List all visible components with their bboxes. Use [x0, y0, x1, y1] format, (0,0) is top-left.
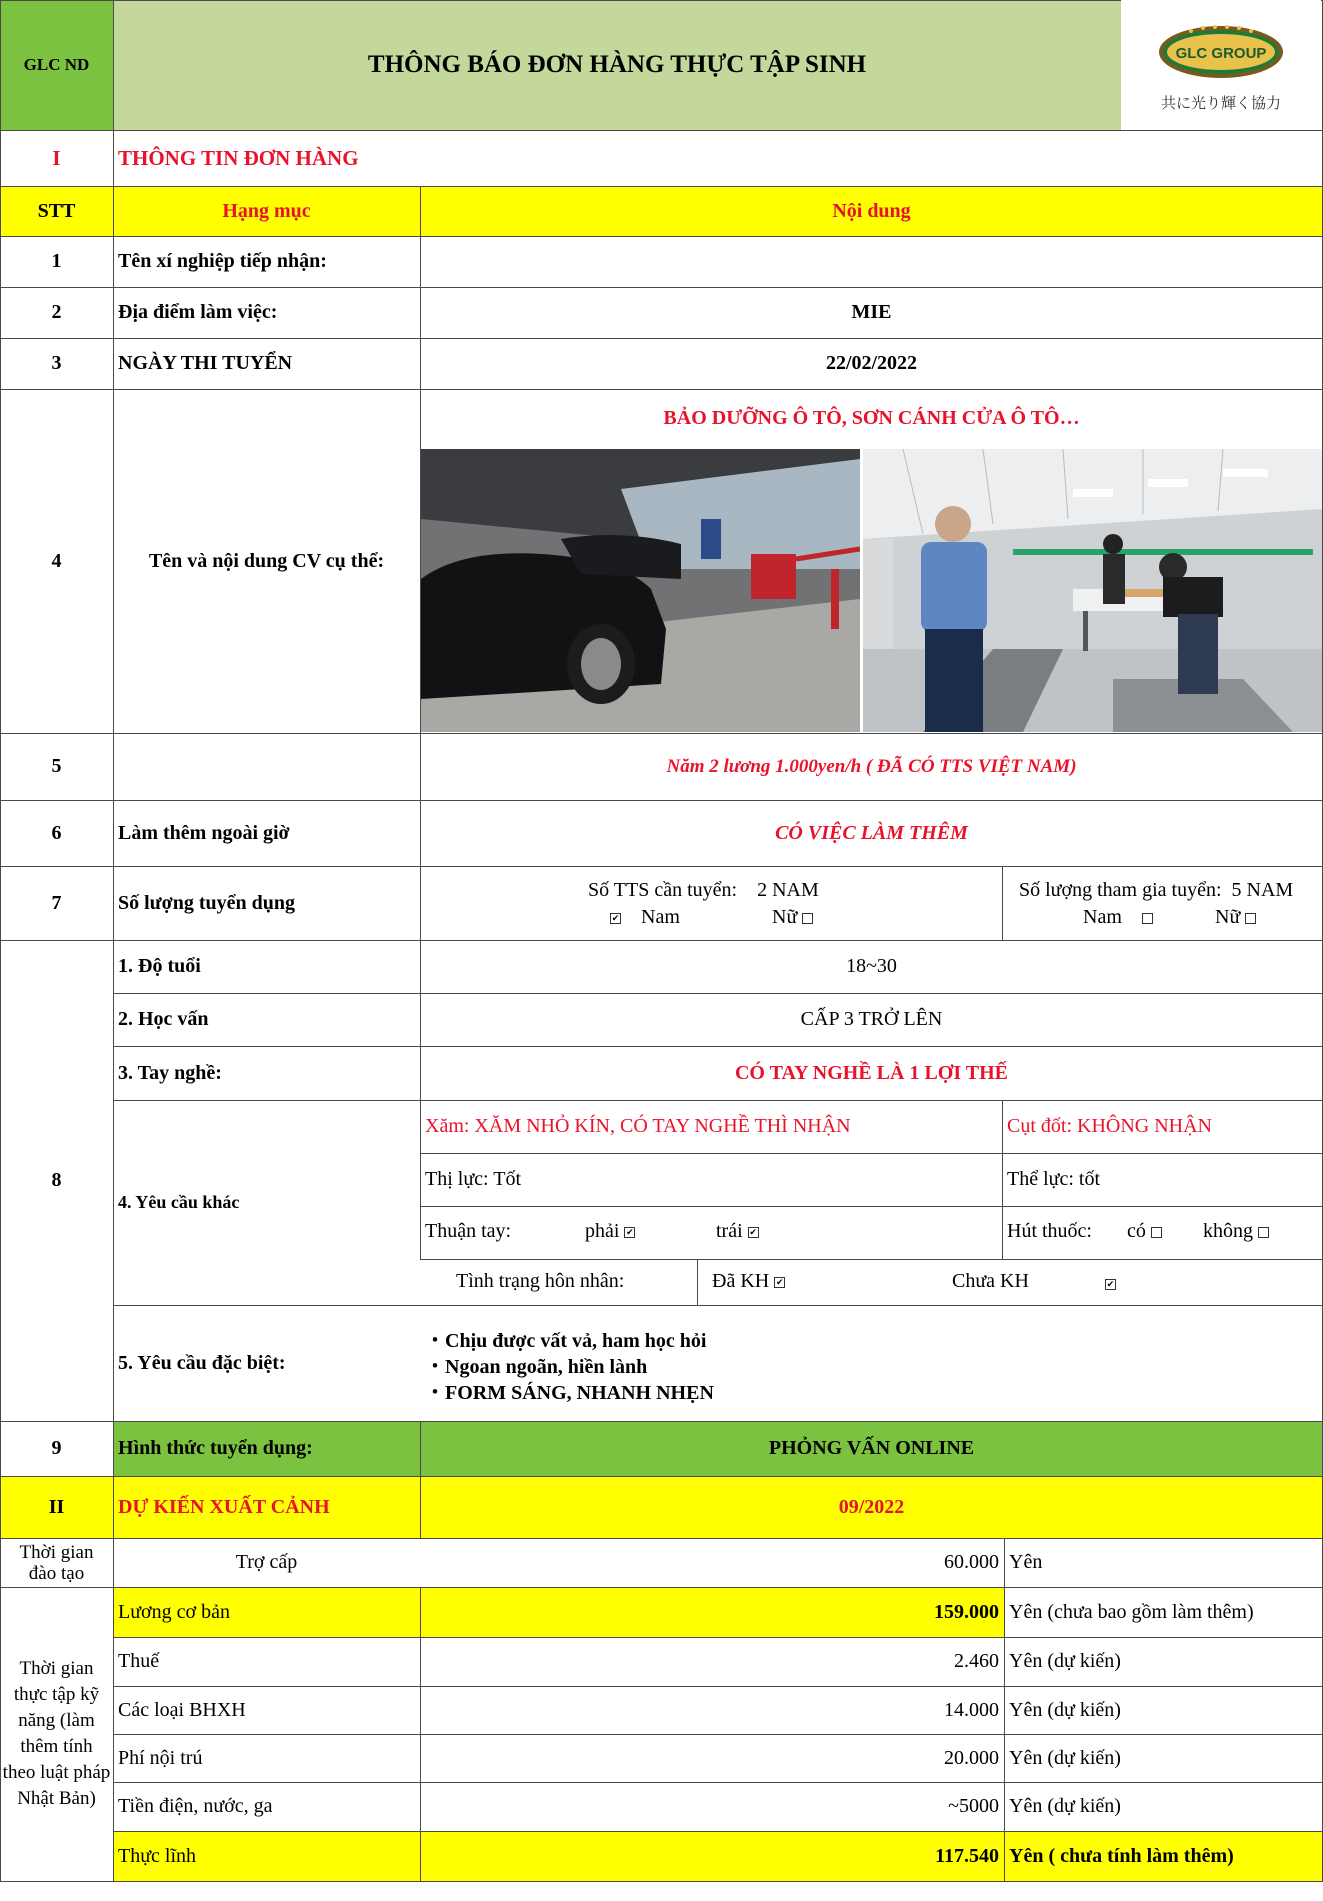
need-female-label: Nữ — [772, 906, 798, 928]
work-location: MIE — [851, 301, 892, 323]
row4-label: Tên và nội dung CV cụ thể: — [148, 549, 385, 572]
net-salary-value: 117.540 — [935, 1844, 999, 1867]
need-value: 2 NAM — [757, 879, 819, 901]
required-count-cell — [420, 866, 1002, 940]
vision-req: Thị lực: Tốt — [425, 1168, 522, 1190]
row1-label: Tên xí nghiệp tiếp nhận: — [118, 250, 327, 272]
order-code: GLC ND — [23, 55, 90, 74]
paint-booth-photo — [863, 449, 1322, 732]
section1-title: THÔNG TIN ĐƠN HÀNG — [118, 145, 359, 170]
overtime-value: CÓ VIỆC LÀM THÊM — [775, 821, 968, 844]
hand-left-label: trái — [716, 1220, 743, 1242]
special-req-list — [420, 1305, 1323, 1421]
row2-label: Địa điểm làm việc: — [118, 301, 278, 323]
join-female-label: Nữ — [1215, 906, 1241, 928]
garage-photo — [421, 449, 860, 732]
join-male-checkbox[interactable] — [1142, 913, 1153, 924]
row1-value — [420, 236, 1323, 287]
smoke-no-label: không — [1203, 1220, 1253, 1242]
special-item: ・FORM SÁNG, NHANH NHẸN — [425, 1382, 714, 1404]
row7-stt: 7 — [51, 891, 62, 914]
salary-row-unit: Yên (chưa bao gồm làm thêm) — [1009, 1600, 1254, 1623]
salary-row-label: Phí nội trú — [118, 1746, 203, 1769]
join-female-checkbox[interactable] — [1245, 913, 1256, 924]
special-req-label: 5. Yêu cầu đặc biệt: — [118, 1351, 286, 1374]
salary-row-unit: Yên (dự kiến) — [1009, 1746, 1121, 1769]
row9-label: Hình thức tuyển dụng: — [118, 1437, 313, 1459]
fitness-req: Thể lực: tốt — [1007, 1168, 1101, 1190]
row5-stt: 5 — [51, 755, 62, 777]
practice-period-label: Thời gian thực tập kỹ năng (làm thêm tính theo luật pháp Nhật Bản) — [2, 1658, 111, 1809]
departure-date: 09/2022 — [838, 1495, 905, 1518]
row1-stt: 1 — [51, 250, 62, 272]
salary-note: Năm 2 lương 1.000yen/h ( ĐÃ CÓ TTS VIỆT NAM) — [666, 755, 1077, 777]
single-checkbox[interactable] — [1105, 1279, 1116, 1290]
hand-label: Thuận tay: — [425, 1220, 512, 1242]
exam-date: 22/02/2022 — [825, 352, 918, 374]
need-female-checkbox[interactable] — [802, 913, 813, 924]
section2-title: DỰ KIẾN XUẤT CẢNH — [118, 1495, 330, 1518]
need-male-label: Nam — [641, 906, 680, 928]
handedness-cell — [420, 1206, 1002, 1259]
marital-options-cell — [697, 1259, 1323, 1305]
married-checkbox[interactable] — [774, 1277, 785, 1288]
join-label: Số lượng tham gia tuyển: — [1019, 879, 1222, 901]
company-logo — [1121, 0, 1321, 130]
net-salary-unit: Yên ( chưa tính làm thêm) — [1009, 1844, 1234, 1867]
allowance-value: 60.000 — [944, 1551, 999, 1573]
salary-row-value: 14.000 — [944, 1698, 999, 1721]
row8-stt: 8 — [51, 1169, 62, 1191]
hand-left-checkbox[interactable] — [748, 1227, 759, 1238]
row7-label: Số lượng tuyển dụng — [118, 891, 296, 914]
allowance-label: Trợ cấp — [235, 1551, 298, 1573]
row2-stt: 2 — [51, 301, 62, 323]
logo-tagline: 共に光り輝く協力 — [1160, 94, 1282, 112]
age-value: 18~30 — [846, 955, 897, 977]
need-label: Số TTS cần tuyển: — [588, 879, 738, 901]
married-label: Đã KH — [712, 1270, 770, 1292]
salary-row-label: Thuế — [118, 1650, 160, 1672]
skill-label: 3. Tay nghề: — [118, 1061, 222, 1084]
education-value: CẤP 3 TRỞ LÊN — [800, 1008, 943, 1030]
section2-number: II — [48, 1495, 65, 1518]
salary-row-value: 159.000 — [934, 1600, 999, 1623]
col-content: Nội dung — [832, 199, 911, 222]
smoke-yes-checkbox[interactable] — [1151, 1227, 1162, 1238]
salary-row-unit: Yên (dự kiến) — [1009, 1698, 1121, 1721]
salary-row-label: Tiền điện, nước, ga — [118, 1795, 273, 1817]
job-description: BẢO DƯỠNG Ô TÔ, SƠN CÁNH CỬA Ô TÔ… — [663, 406, 1080, 429]
salary-row-value: 2.460 — [954, 1650, 999, 1672]
training-period-label: Thời gian đào tạo — [19, 1541, 94, 1584]
row3-stt: 3 — [51, 352, 62, 374]
smoking-cell — [1002, 1206, 1323, 1259]
salary-row-value: ~5000 — [948, 1795, 999, 1817]
finger-req: Cụt đốt: KHÔNG NHẬN — [1007, 1115, 1212, 1137]
salary-row-label: Lương cơ bản — [118, 1600, 230, 1623]
section1-number: I — [52, 145, 61, 170]
education-label: 2. Học vấn — [118, 1008, 209, 1030]
allowance-unit: Yên — [1009, 1551, 1043, 1573]
smoke-label: Hút thuốc: — [1007, 1220, 1092, 1242]
single-label: Chưa KH — [952, 1270, 1029, 1292]
recruit-method: PHỎNG VẤN ONLINE — [768, 1437, 975, 1459]
salary-row-value: 20.000 — [944, 1746, 999, 1769]
row6-stt: 6 — [51, 821, 62, 844]
salary-row-unit: Yên (dự kiến) — [1009, 1650, 1121, 1672]
special-item: ・Ngoan ngoãn, hiền lành — [425, 1356, 648, 1378]
tattoo-req: Xăm: XĂM NHỎ KÍN, CÓ TAY NGHỀ THÌ NHẬN — [425, 1115, 851, 1137]
other-req-label: 4. Yêu cầu khác — [118, 1192, 240, 1212]
row9-stt: 9 — [51, 1437, 62, 1459]
skill-value: CÓ TAY NGHỀ LÀ 1 LỢI THẾ — [734, 1061, 1009, 1084]
hand-right-checkbox[interactable] — [624, 1227, 635, 1238]
smoke-yes-label: có — [1127, 1220, 1146, 1242]
join-male-label: Nam — [1083, 906, 1122, 928]
join-value: 5 NAM — [1231, 879, 1294, 901]
net-salary-label: Thực lĩnh — [118, 1844, 197, 1867]
row5-label — [113, 733, 420, 800]
logo-text: GLC GROUP — [1175, 45, 1267, 62]
salary-row-unit: Yên (dự kiến) — [1009, 1795, 1121, 1817]
row4-stt: 4 — [51, 549, 62, 572]
row6-label: Làm thêm ngoài giờ — [118, 821, 290, 844]
salary-row-label: Các loại BHXH — [118, 1698, 246, 1721]
smoke-no-checkbox[interactable] — [1258, 1227, 1269, 1238]
age-label: 1. Độ tuổi — [118, 955, 201, 977]
col-item: Hạng mục — [222, 199, 311, 222]
special-item: ・Chịu được vất vả, ham học hỏi — [425, 1330, 707, 1352]
page-title: THÔNG BÁO ĐƠN HÀNG THỰC TẬP SINH — [367, 51, 867, 78]
col-stt: STT — [37, 199, 76, 222]
hand-right-label: phải — [585, 1220, 620, 1242]
need-male-checkbox[interactable] — [610, 913, 621, 924]
row3-label: NGÀY THI TUYỂN — [118, 352, 293, 374]
marital-label: Tình trạng hôn nhân: — [456, 1270, 625, 1292]
join-count-cell — [1002, 866, 1323, 940]
marital-label-cell — [420, 1259, 697, 1305]
